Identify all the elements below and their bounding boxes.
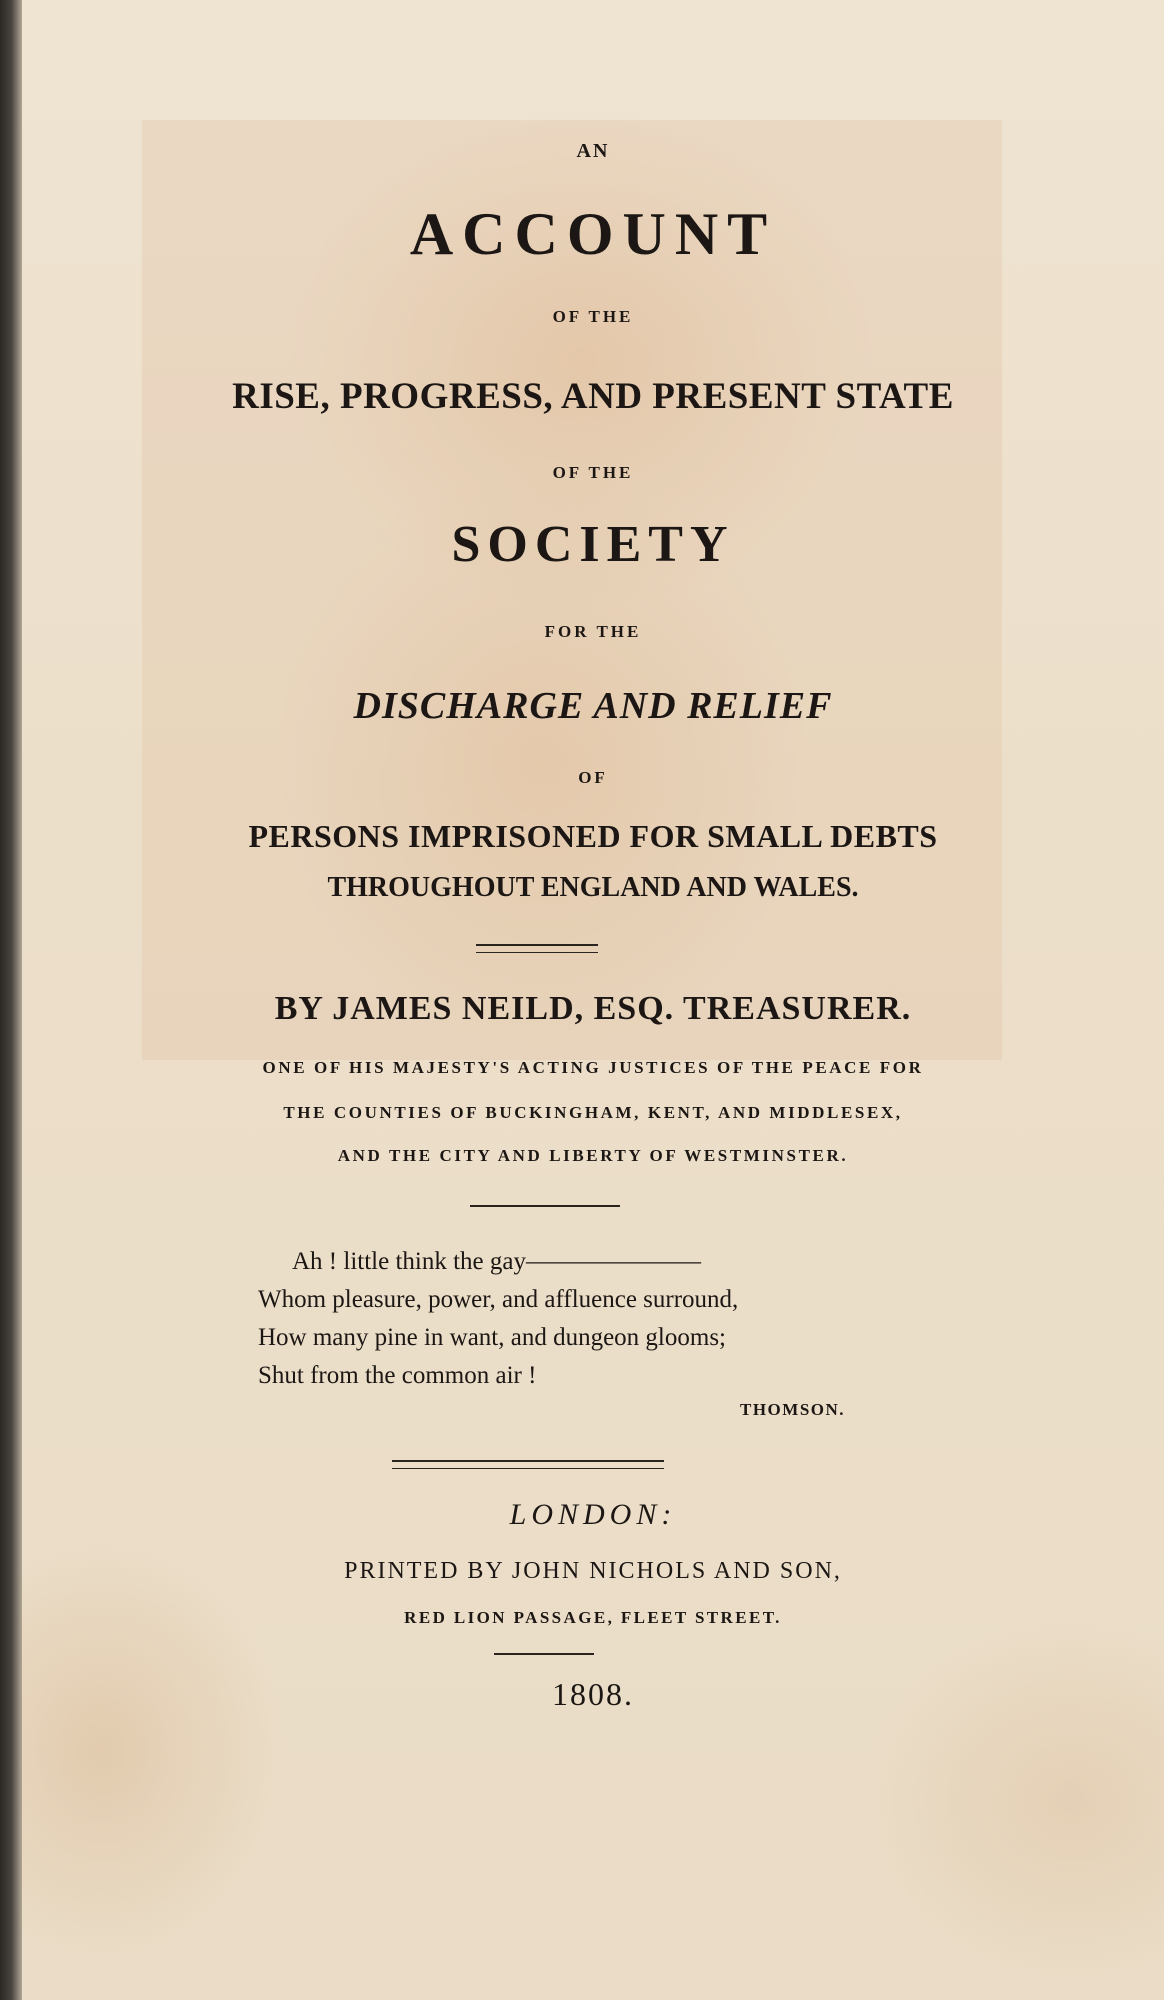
- title-throughout-line: THROUGHOUT ENGLAND AND WALES.: [327, 872, 859, 903]
- imprint-printer: PRINTED BY JOHN NICHOLS AND SON,: [344, 1558, 842, 1584]
- title-page: [22, 0, 1164, 2000]
- title-of-the-2: OF THE: [552, 463, 634, 482]
- epigraph-line-3: How many pine in want, and dungeon glooms;: [258, 1324, 726, 1351]
- title-of-the-1: OF THE: [552, 307, 634, 326]
- title-discharge: DISCHARGE AND RELIEF: [353, 685, 833, 727]
- title-of: OF: [578, 768, 608, 787]
- title-account: ACCOUNT: [409, 201, 777, 267]
- justice-line-3: AND THE CITY AND LIBERTY OF WESTMINSTER.: [337, 1146, 849, 1165]
- epigraph-line-1: Ah ! little think the gay———————: [292, 1248, 701, 1275]
- title-an: AN: [576, 140, 610, 162]
- title-society: SOCIETY: [451, 516, 735, 573]
- title-rise-line: RISE, PROGRESS, AND PRESENT STATE: [232, 376, 954, 417]
- imprint-address: RED LION PASSAGE, FLEET STREET.: [404, 1608, 782, 1627]
- epigraph-line-2: Whom pleasure, power, and affluence surround,: [258, 1286, 739, 1313]
- imprint-year: 1808.: [552, 1676, 634, 1712]
- rule-2: [470, 1205, 620, 1207]
- justice-line-1: ONE OF HIS MAJESTY'S ACTING JUSTICES OF THE PEACE FOR: [262, 1058, 924, 1077]
- title-persons-line: PERSONS IMPRISONED FOR SMALL DEBTS: [248, 818, 938, 854]
- double-rule-1: [476, 944, 598, 953]
- epigraph-line-4: Shut from the common air !: [258, 1362, 537, 1389]
- imprint-place: LONDON:: [509, 1498, 677, 1531]
- rule-4: [494, 1653, 594, 1655]
- author-line: BY JAMES NEILD, ESQ. TREASURER.: [274, 990, 912, 1027]
- epigraph-attribution: THOMSON.: [740, 1400, 846, 1419]
- title-for-the: FOR THE: [544, 622, 642, 641]
- justice-line-2: THE COUNTIES OF BUCKINGHAM, KENT, AND MIDDLESEX,: [283, 1103, 903, 1122]
- double-rule-3: [392, 1460, 664, 1469]
